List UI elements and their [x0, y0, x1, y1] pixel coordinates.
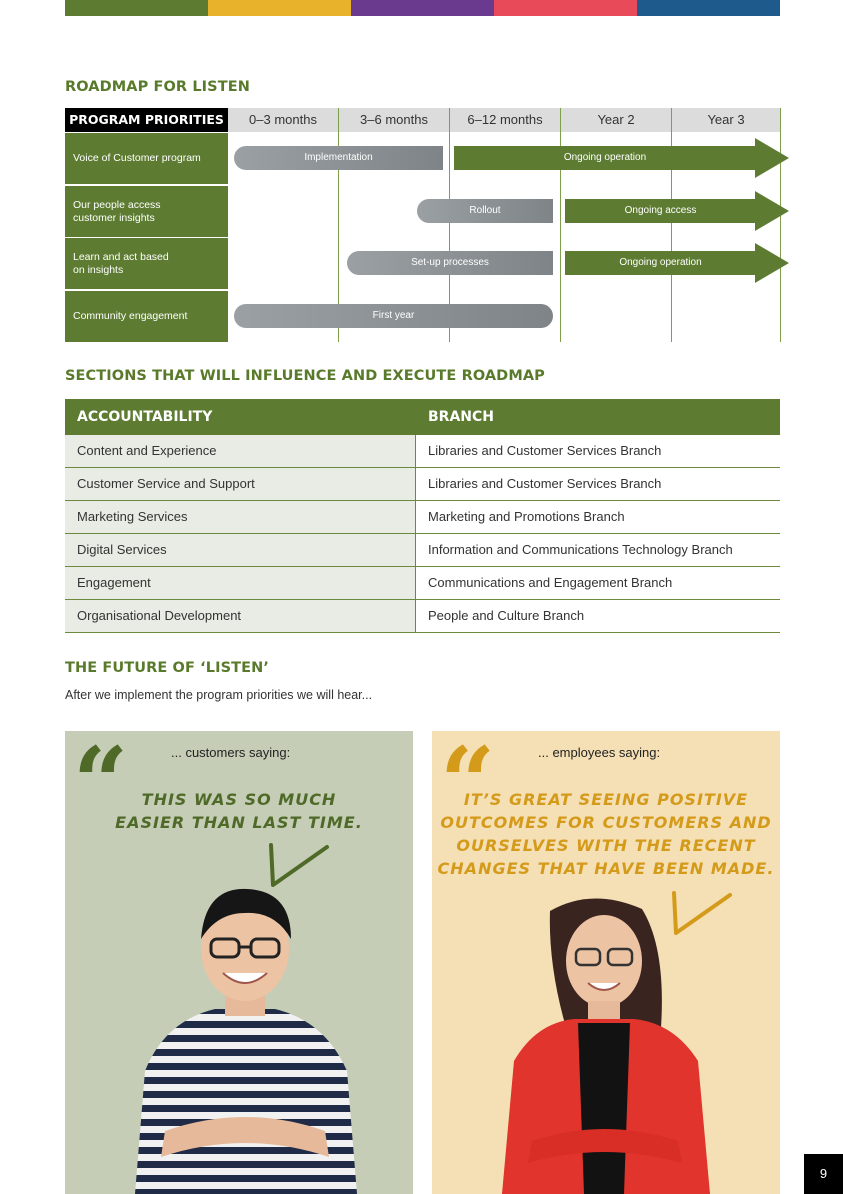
- color-segment-blue: [637, 0, 780, 16]
- page-number: 9: [804, 1154, 843, 1194]
- table-header: [65, 399, 780, 435]
- program-priorities-header: PROGRAM PRIORITIES: [65, 108, 228, 132]
- accountability-cell: Content and Experience: [65, 435, 416, 467]
- employee-quote-line: IT’S GREAT SEEING POSITIVE: [463, 790, 749, 809]
- column-header-3-6-months: 3–6 months: [339, 108, 449, 132]
- branch-cell: Marketing and Promotions Branch: [416, 501, 780, 533]
- column-header-6-12-months: 6–12 months: [450, 108, 560, 132]
- arrowhead-icon: [755, 243, 789, 283]
- color-segment-red: [494, 0, 637, 16]
- roadmap-grid: [65, 108, 781, 342]
- bar-ongoing-operation: Ongoing operation: [454, 146, 756, 170]
- customer-quote-line: EASIER THAN LAST TIME.: [115, 813, 363, 832]
- customer-photo: [125, 881, 365, 1194]
- accountability-table: [65, 399, 780, 633]
- arrowhead-icon: [755, 191, 789, 231]
- quote-icon: “: [73, 731, 129, 839]
- table-row: [65, 435, 780, 468]
- color-segment-purple: [351, 0, 494, 16]
- employee-photo: [492, 891, 732, 1194]
- color-segment-yellow: [208, 0, 351, 16]
- bar-ongoing-access: Ongoing access: [565, 199, 756, 223]
- accountability-cell: Digital Services: [65, 534, 416, 566]
- accountability-cell: Marketing Services: [65, 501, 416, 533]
- employee-quote: [432, 788, 780, 880]
- employee-quote-line: OUTCOMES FOR CUSTOMERS AND: [440, 813, 772, 832]
- future-heading: THE FUTURE OF ‘LISTEN’: [65, 660, 269, 676]
- branch-cell: Libraries and Customer Services Branch: [416, 468, 780, 500]
- quote-icon: “: [440, 731, 496, 839]
- grid-line: [560, 108, 561, 342]
- column-header-0-3-months: 0–3 months: [228, 108, 338, 132]
- grid-line: [671, 108, 672, 342]
- top-color-bar: [65, 0, 780, 16]
- accountability-cell: Customer Service and Support: [65, 468, 416, 500]
- column-header-year-3: Year 3: [672, 108, 780, 132]
- row-label-learn-and-act: Learn and act based on insights: [65, 238, 228, 289]
- future-intro: After we implement the program priorities we will hear...: [65, 688, 373, 702]
- branch-cell: Libraries and Customer Services Branch: [416, 435, 780, 467]
- customers-saying-label: ... customers saying:: [171, 745, 291, 760]
- table-row: [65, 567, 780, 600]
- accountability-cell: Engagement: [65, 567, 416, 599]
- bar-implementation: Implementation: [234, 146, 443, 170]
- sections-heading: SECTIONS THAT WILL INFLUENCE AND EXECUTE ROADMAP: [65, 368, 545, 384]
- accountability-cell: Organisational Development: [65, 600, 416, 632]
- table-row: [65, 468, 780, 501]
- bar-set-up-processes: Set-up processes: [347, 251, 553, 275]
- employees-saying-label: ... employees saying:: [538, 745, 661, 760]
- employee-quote-line: OURSELVES WITH THE RECENT: [456, 836, 756, 855]
- bar-first-year: First year: [234, 304, 553, 328]
- arrowhead-icon: [755, 138, 789, 178]
- customer-quote-panel: [65, 731, 413, 1194]
- roadmap-heading: ROADMAP FOR LISTEN: [65, 79, 250, 95]
- table-row: [65, 534, 780, 567]
- branch-cell: Information and Communications Technology Branch: [416, 534, 780, 566]
- branch-cell: People and Culture Branch: [416, 600, 780, 632]
- row-label-community-engagement: Community engagement: [65, 291, 228, 342]
- table-row: [65, 501, 780, 534]
- column-header-year-2: Year 2: [561, 108, 671, 132]
- table-row: [65, 600, 780, 633]
- color-segment-green: [65, 0, 208, 16]
- customer-quote: [65, 788, 413, 834]
- accountability-column-header: ACCOUNTABILITY: [77, 409, 213, 425]
- bar-ongoing-operation-2: Ongoing operation: [565, 251, 756, 275]
- row-label-people-access: Our people access customer insights: [65, 186, 228, 237]
- customer-quote-line: THIS WAS SO MUCH: [141, 790, 337, 809]
- row-label-voice-of-customer: Voice of Customer program: [65, 133, 228, 184]
- bar-rollout: Rollout: [417, 199, 553, 223]
- branch-cell: Communications and Engagement Branch: [416, 567, 780, 599]
- employee-quote-line: CHANGES THAT HAVE BEEN MADE.: [437, 859, 775, 878]
- branch-column-header: BRANCH: [428, 409, 494, 425]
- employee-quote-panel: [432, 731, 780, 1194]
